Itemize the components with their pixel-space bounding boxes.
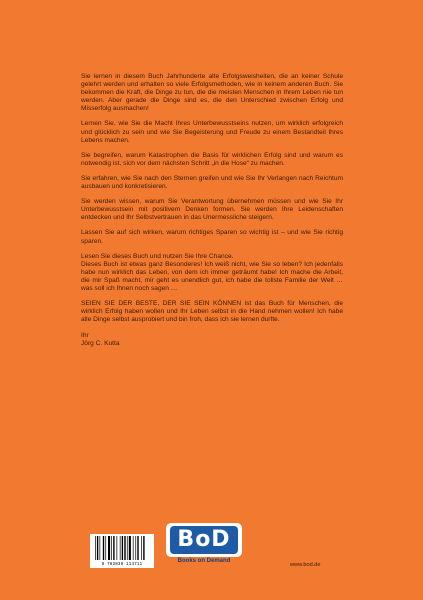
blurb-paragraph-3: Sie begreifen, warum Katastrophen die Basis für wirklichen Erfolg sind und warum es notwendig ist, sich vor dem nächsten Schritt „in die Hose“ zu machen. [81, 151, 343, 167]
author-name: Jörg C. Kutta [81, 340, 120, 348]
personal-note [81, 253, 343, 293]
personal-note-body: Dieses Buch ist etwas ganz Besonderes! Ich weiß nicht, wie Sie so leben? Ich jedenfalls habe nun wirklich das Leben, von dem ich immer geträumt habe! Ich mache die Arbeit, die mir Spaß macht, mir geht es unendlich gut, ich habe die tollste Familie der Welt … was soll ich Ihnen noch sagen … [81, 260, 343, 292]
blurb-paragraph-4: Sie erfahren, wie Sie nach den Sternen greifen und wie Sie Ihr Verlangen nach Reichtum ausbauen und konkretisieren. [81, 174, 343, 191]
blurb-paragraph-6: Lassen Sie auf sich wirken, warum richtiges Sparen so wichtig ist – und wie Sie richtig sparen. [81, 229, 343, 245]
blurb-text [81, 73, 343, 356]
isbn-barcode [90, 534, 154, 568]
bod-logo-mark [166, 523, 242, 557]
bod-logo-text: BoD [170, 526, 238, 554]
blurb-paragraph-1: Sie lernen in diesem Buch Jahrhunderte alte Erfolgsweisheiten, die an keiner Schule gelehrt werden und erhalten so viele Erfolgsmethoden, wie in keinem anderen Buch. Sie bekommen die Kraft, die Dinge zu tun, die die meisten Menschen in Ihrem Leben nie tun werden. Aber gerade die Dinge sind es, die den Unterschied zwischen Erfolg und Misserfolg ausmachen! [81, 73, 343, 113]
publisher-website: www.bod.de [290, 562, 321, 568]
signature [81, 332, 343, 348]
blurb-paragraph-2: Lernen Sie, wie Sie die Macht Ihres Unterbewusstseins nutzen, um wirklich erfolgreich und glücklich zu sein und wie Sie Begeisterung und Freude zu einem Bestandteil Ihres Lebens machen. [81, 120, 343, 144]
blurb-paragraph-5: Sie werden wissen, warum Sie Verantwortung übernehmen müssen und wie Sie Ihr Unterbewusstsein mit positivem Denken formen. Sie werden Ihre Leidenschaften entdecken und Ihr Selbstvertrauen in das Unermessliche steigern. [81, 198, 343, 222]
publisher-logo [166, 523, 242, 569]
personal-note-lead: Lesen Sie dieses Buch und nutzen Sie Ihre Chance. [81, 252, 234, 260]
publisher-tagline: Books on Demand [177, 558, 231, 564]
barcode-bars [94, 536, 150, 560]
closing-paragraph: SEIEN SIE DER BESTE, DER SIE SEIN KÖNNEN ist das Buch für Menschen, die wirklich Erfolg haben wollen und Ihr Leben selbst in die Hand nehmen wollen! Ich habe alle Dinge selbst ausprobiert und bin froh, dass ich sie lernen durfte. [81, 300, 343, 324]
isbn-number: 9 783839 114711 [101, 563, 143, 567]
signature-greeting: Ihr [81, 332, 89, 340]
